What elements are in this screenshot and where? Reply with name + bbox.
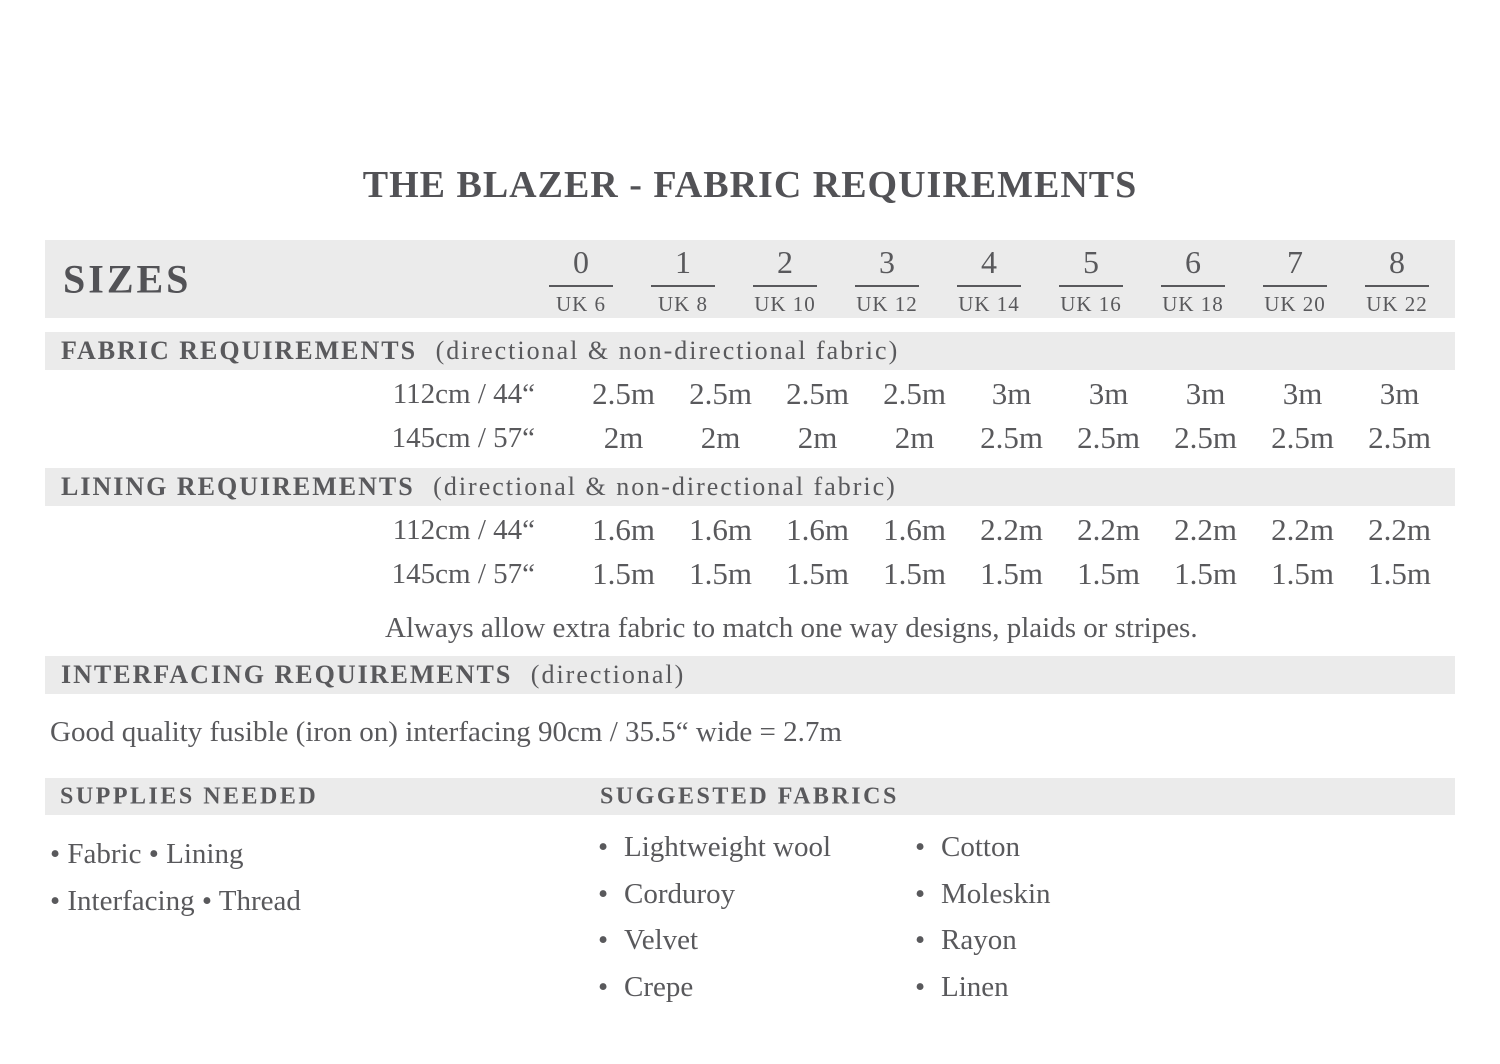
fabric-width-label: 145cm / 57“ bbox=[391, 421, 535, 454]
lining-values-112cm bbox=[575, 512, 1448, 548]
fabric-value: 2m bbox=[603, 420, 644, 455]
fabric-list-item bbox=[598, 824, 831, 871]
sizes-heading: SIZES bbox=[63, 256, 192, 302]
fabric-width-label: 112cm / 44“ bbox=[392, 377, 535, 410]
fabric-item-label: Crepe bbox=[624, 970, 694, 1003]
bullet-icon: • bbox=[915, 924, 926, 956]
fabric-item-label: Linen bbox=[941, 970, 1009, 1003]
fabric-list-item bbox=[915, 917, 1051, 964]
fabric-row-112cm bbox=[45, 372, 1455, 416]
fabric-item-label: Cotton bbox=[941, 831, 1020, 863]
supplies-needed-heading: SUPPLIES NEEDED bbox=[60, 783, 319, 809]
size-number: 5 bbox=[1059, 246, 1123, 287]
size-column bbox=[632, 240, 734, 318]
lining-value: 1.5m bbox=[689, 556, 752, 591]
fabric-value: 2.5m bbox=[786, 376, 849, 411]
fabric-item-label: Lightweight wool bbox=[624, 831, 832, 863]
size-column bbox=[1346, 240, 1448, 318]
size-uk-label: UK 12 bbox=[856, 291, 918, 316]
lining-value: 1.6m bbox=[786, 512, 849, 547]
fabric-item-label: Rayon bbox=[941, 924, 1017, 956]
lining-value: 1.5m bbox=[592, 556, 655, 591]
lining-value: 1.5m bbox=[1174, 556, 1237, 591]
fabric-row-145cm bbox=[45, 416, 1455, 460]
size-column bbox=[938, 240, 1040, 318]
lining-row-145cm bbox=[45, 552, 1455, 596]
lining-value: 1.6m bbox=[689, 512, 752, 547]
fabric-list-item bbox=[915, 871, 1051, 918]
fabric-item-label: Moleskin bbox=[941, 877, 1051, 910]
sizes-header-band bbox=[45, 240, 1455, 318]
size-uk-label: UK 14 bbox=[958, 291, 1020, 316]
lining-row-112cm bbox=[45, 508, 1455, 552]
size-number: 2 bbox=[753, 246, 817, 287]
size-number: 7 bbox=[1263, 246, 1327, 287]
lining-value: 2.2m bbox=[1174, 512, 1237, 547]
fabric-list-item bbox=[915, 824, 1051, 871]
size-uk-label: UK 8 bbox=[657, 291, 709, 316]
fabric-value: 2.5m bbox=[1368, 420, 1431, 455]
lining-value: 1.6m bbox=[883, 512, 946, 547]
lining-values-145cm bbox=[575, 556, 1448, 592]
fabric-requirements-note: (directional & non-directional fabric) bbox=[435, 336, 900, 365]
bullet-icon: • bbox=[598, 970, 609, 1003]
bullet-icon: • bbox=[915, 831, 926, 863]
supplies-list bbox=[50, 831, 301, 925]
lining-requirements-heading: LINING REQUIREMENTS bbox=[61, 472, 415, 501]
fabric-value: 3m bbox=[1282, 376, 1323, 411]
fabric-value: 2m bbox=[894, 420, 935, 455]
fabric-value: 3m bbox=[991, 376, 1032, 411]
lining-value: 1.5m bbox=[786, 556, 849, 591]
lining-value: 2.2m bbox=[1368, 512, 1431, 547]
size-column bbox=[1040, 240, 1142, 318]
lining-value: 1.5m bbox=[1271, 556, 1334, 591]
size-columns bbox=[530, 240, 1448, 318]
bullet-icon: • bbox=[598, 924, 609, 956]
size-uk-label: UK 20 bbox=[1264, 291, 1326, 316]
size-column bbox=[734, 240, 836, 318]
fabric-value: 2.5m bbox=[883, 376, 946, 411]
fabric-list-item bbox=[598, 871, 831, 918]
size-number: 3 bbox=[855, 246, 919, 287]
fabric-value: 2.5m bbox=[1077, 420, 1140, 455]
size-uk-label: UK 6 bbox=[555, 291, 607, 316]
fabric-requirements-heading: FABRIC REQUIREMENTS bbox=[61, 336, 418, 365]
suggested-fabrics-column-1 bbox=[598, 824, 831, 1010]
interfacing-requirements-heading: INTERFACING REQUIREMENTS bbox=[61, 660, 513, 689]
fabric-list-item bbox=[915, 964, 1051, 1011]
size-number: 1 bbox=[651, 246, 715, 287]
lining-value: 1.5m bbox=[1077, 556, 1140, 591]
fabric-value: 2.5m bbox=[1271, 420, 1334, 455]
size-uk-label: UK 16 bbox=[1060, 291, 1122, 316]
bullet-icon: • bbox=[598, 831, 609, 863]
size-number: 8 bbox=[1365, 246, 1429, 287]
lining-value: 1.5m bbox=[1368, 556, 1431, 591]
size-column bbox=[530, 240, 632, 318]
size-uk-label: UK 10 bbox=[754, 291, 816, 316]
size-column bbox=[1142, 240, 1244, 318]
lining-requirements-header bbox=[45, 472, 897, 502]
suggested-fabrics-heading: SUGGESTED FABRICS bbox=[600, 783, 899, 809]
supplies-line: • Fabric • Lining bbox=[50, 838, 244, 870]
lining-width-label: 112cm / 44“ bbox=[392, 513, 535, 546]
size-column bbox=[836, 240, 938, 318]
lining-value: 1.5m bbox=[883, 556, 946, 591]
interfacing-description: Good quality fusible (iron on) interfacing 90cm / 35.5“ wide = 2.7m bbox=[50, 716, 842, 748]
size-number: 0 bbox=[549, 246, 613, 287]
extra-fabric-note: Always allow extra fabric to match one way designs, plaids or stripes. bbox=[385, 612, 1198, 644]
fabric-value: 2.5m bbox=[689, 376, 752, 411]
size-number: 6 bbox=[1161, 246, 1225, 287]
fabric-value: 3m bbox=[1088, 376, 1129, 411]
fabric-requirements-header bbox=[45, 336, 899, 366]
bullet-icon: • bbox=[915, 970, 926, 1003]
bullet-icon: • bbox=[915, 877, 926, 910]
interfacing-requirements-header bbox=[45, 660, 685, 690]
fabric-value: 2m bbox=[700, 420, 741, 455]
fabric-value: 2.5m bbox=[1174, 420, 1237, 455]
fabric-list-item bbox=[598, 964, 831, 1011]
interfacing-requirements-note: (directional) bbox=[530, 660, 686, 689]
lining-requirements-note: (directional & non-directional fabric) bbox=[433, 472, 897, 501]
interfacing-requirements-band bbox=[45, 656, 1455, 694]
fabric-item-label: Velvet bbox=[624, 924, 699, 956]
fabric-requirements-band bbox=[45, 332, 1455, 370]
supplies-line: • Interfacing • Thread bbox=[50, 885, 301, 917]
size-number: 4 bbox=[957, 246, 1021, 287]
fabric-value: 3m bbox=[1185, 376, 1226, 411]
fabric-value: 2.5m bbox=[980, 420, 1043, 455]
lining-requirements-band bbox=[45, 468, 1455, 506]
fabric-value: 2.5m bbox=[592, 376, 655, 411]
fabric-value: 2m bbox=[797, 420, 838, 455]
fabric-value: 3m bbox=[1379, 376, 1420, 411]
fabric-values-145cm bbox=[575, 420, 1448, 456]
suggested-fabrics-column-2 bbox=[915, 824, 1051, 1010]
size-uk-label: UK 22 bbox=[1366, 291, 1428, 316]
fabric-values-112cm bbox=[575, 376, 1448, 412]
lining-width-label: 145cm / 57“ bbox=[391, 557, 535, 590]
lining-value: 1.5m bbox=[980, 556, 1043, 591]
size-column bbox=[1244, 240, 1346, 318]
bullet-icon: • bbox=[598, 877, 609, 910]
fabric-item-label: Corduroy bbox=[624, 877, 736, 910]
supplies-suggested-band bbox=[45, 778, 1455, 815]
lining-value: 1.6m bbox=[592, 512, 655, 547]
lining-value: 2.2m bbox=[1077, 512, 1140, 547]
size-uk-label: UK 18 bbox=[1162, 291, 1224, 316]
page-title: THE BLAZER - FABRIC REQUIREMENTS bbox=[362, 164, 1138, 206]
lining-value: 2.2m bbox=[1271, 512, 1334, 547]
fabric-list-item bbox=[598, 917, 831, 964]
lining-value: 2.2m bbox=[980, 512, 1043, 547]
